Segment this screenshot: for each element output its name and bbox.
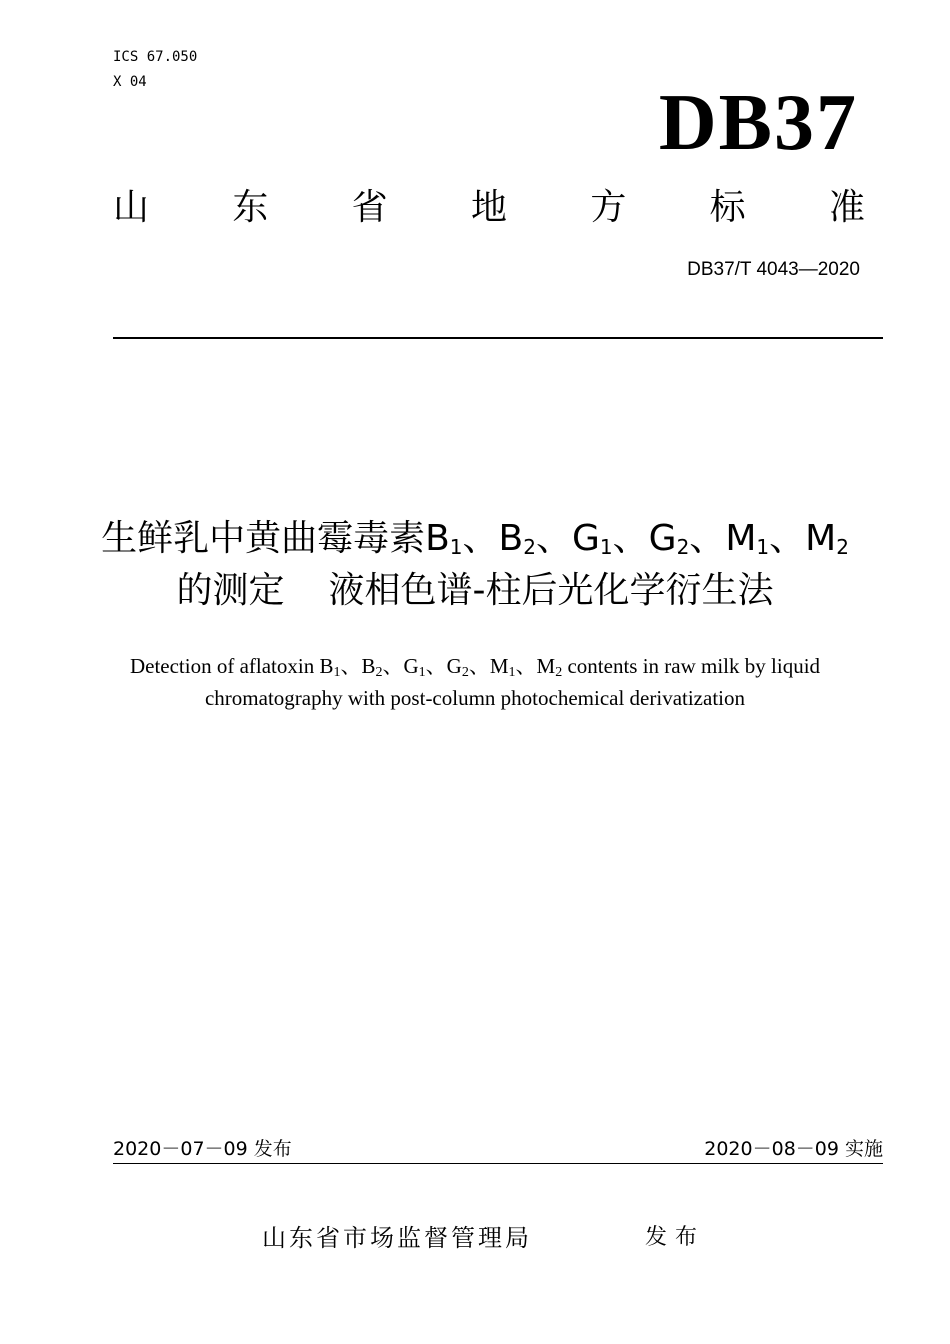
separator: 、 <box>689 518 726 559</box>
implementation-date: 2020－08－09 实施 <box>704 1138 883 1160</box>
title-chinese-part-1: 的测定 <box>176 570 285 611</box>
standard-type <box>113 186 865 230</box>
toxin-b2: $B_2$ <box>361 654 383 680</box>
standard-type-char: 东 <box>232 187 269 228</box>
header-divider <box>113 337 883 339</box>
standard-type-char: 方 <box>590 187 627 228</box>
standard-logo: DB37 <box>658 79 858 167</box>
separator: 、 <box>612 518 649 559</box>
title-chinese-part-2: 液相色谱-柱后光化学衍生法 <box>328 570 774 611</box>
classification-code: X 04 <box>113 74 147 90</box>
issue-label: 发布 <box>645 1225 706 1250</box>
issuing-authority: 山东省市场监督管理局 <box>262 1224 532 1252</box>
title-chinese-line-2 <box>40 565 910 617</box>
toxin-g2: $G_2$ <box>648 518 690 559</box>
toxin-b2: $B_2$ <box>498 518 536 559</box>
toxin-m2: $M_2$ <box>805 518 849 559</box>
standard-type-char: 地 <box>470 187 507 228</box>
title-chinese <box>40 513 910 617</box>
toxin-g2: $G_2$ <box>446 654 469 680</box>
toxin-g1: $G_1$ <box>572 518 613 559</box>
issue-date: 2020－07－09 发布 <box>113 1138 292 1160</box>
toxin-b1: $B_1$ <box>319 654 341 680</box>
toxin-m1: $M_1$ <box>725 518 770 559</box>
title-english-line-2: chromatography with post-column photochemical derivatization <box>204 686 745 710</box>
standard-number: DB37/T 4043—2020 <box>687 259 860 280</box>
toxin-b1: $B_1$ <box>425 518 463 559</box>
title-chinese-prefix: 生鲜乳中黄曲霉毒素 <box>101 518 426 559</box>
standard-type-char: 山 <box>113 187 150 228</box>
footer-divider <box>113 1163 883 1164</box>
toxin-m1: $M_1$ <box>489 654 516 680</box>
ics-code: ICS 67.050 <box>113 49 198 65</box>
toxin-m2: $M_2$ <box>536 654 563 680</box>
standard-type-char: 准 <box>828 187 865 228</box>
title-english-line-1: Detection of aflatoxin $B_1$、$B_2$、$G_1$、$G_2$、$M_1$、$M_2$ contents in raw milk by liquid <box>129 654 821 680</box>
standard-type-char: 标 <box>709 187 746 228</box>
separator: 、 <box>462 518 499 559</box>
toxin-g1: $G_1$ <box>403 654 426 680</box>
separator: 、 <box>769 518 806 559</box>
title-english <box>40 650 910 714</box>
standard-type-char: 省 <box>351 187 388 228</box>
separator: 、 <box>535 518 572 559</box>
title-chinese-line-1 <box>40 513 910 565</box>
